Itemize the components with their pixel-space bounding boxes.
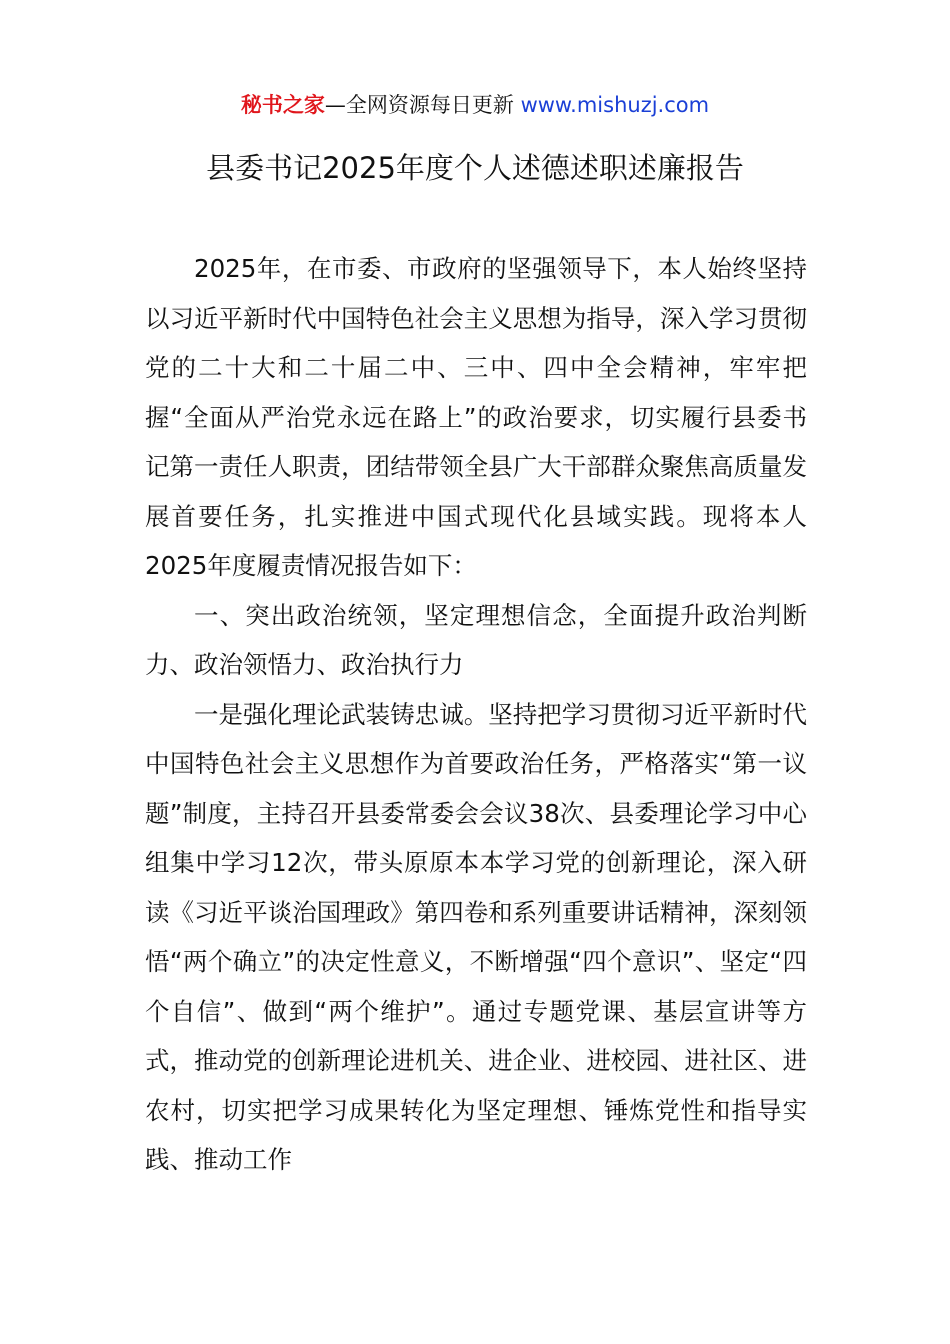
document-body	[145, 244, 807, 1185]
brand-name: 秘书之家	[240, 93, 325, 117]
section-heading-1: 一、突出政治统领，坚定理想信念，全面提升政治判断力、政治领悟力、政治执行力	[145, 600, 807, 679]
intro-paragraph: 2025年，在市委、市政府的坚强领导下，本人始终坚持以习近平新时代中国特色社会主义思想为指导，深入学习贯彻党的二十大和二十届二中、三中、四中全会精神，牢牢把握“全面从严治党永远在路上”的政治要求，切实履行县委书记第一责任人职责，团结带领全县广大干部群众聚焦高质量发展首要任务，扎实推进中国式现代化县域实践。现将本人2025年度履责情况报告如下：	[145, 254, 807, 580]
document-title: 县委书记2025年度个人述德述职述廉报告	[206, 151, 744, 185]
site-header	[0, 88, 950, 122]
site-url-link[interactable]: www.mishuzj.com	[520, 93, 710, 117]
section-paragraph-1: 一是强化理论武装铸忠诚。坚持把学习贯彻习近平新时代中国特色社会主义思想作为首要政治任务，严格落实“第一议题”制度，主持召开县委常委会会议38次、县委理论学习中心组集中学习12次，带头原原本本学习党的创新理论，深入研读《习近平谈治国理政》第四卷和系列重要讲话精神，深刻领悟“两个确立”的决定性意义，不断增强“四个意识”、坚定“四个自信”、做到“两个维护”。通过专题党课、基层宣讲等方式，推动党的创新理论进机关、进企业、进校园、进社区、进农村，切实把学习成果转化为坚定理想、锤炼党性和指导实践、推动工作	[145, 699, 807, 1174]
header-tagline: —全网资源每日更新	[324, 93, 521, 117]
